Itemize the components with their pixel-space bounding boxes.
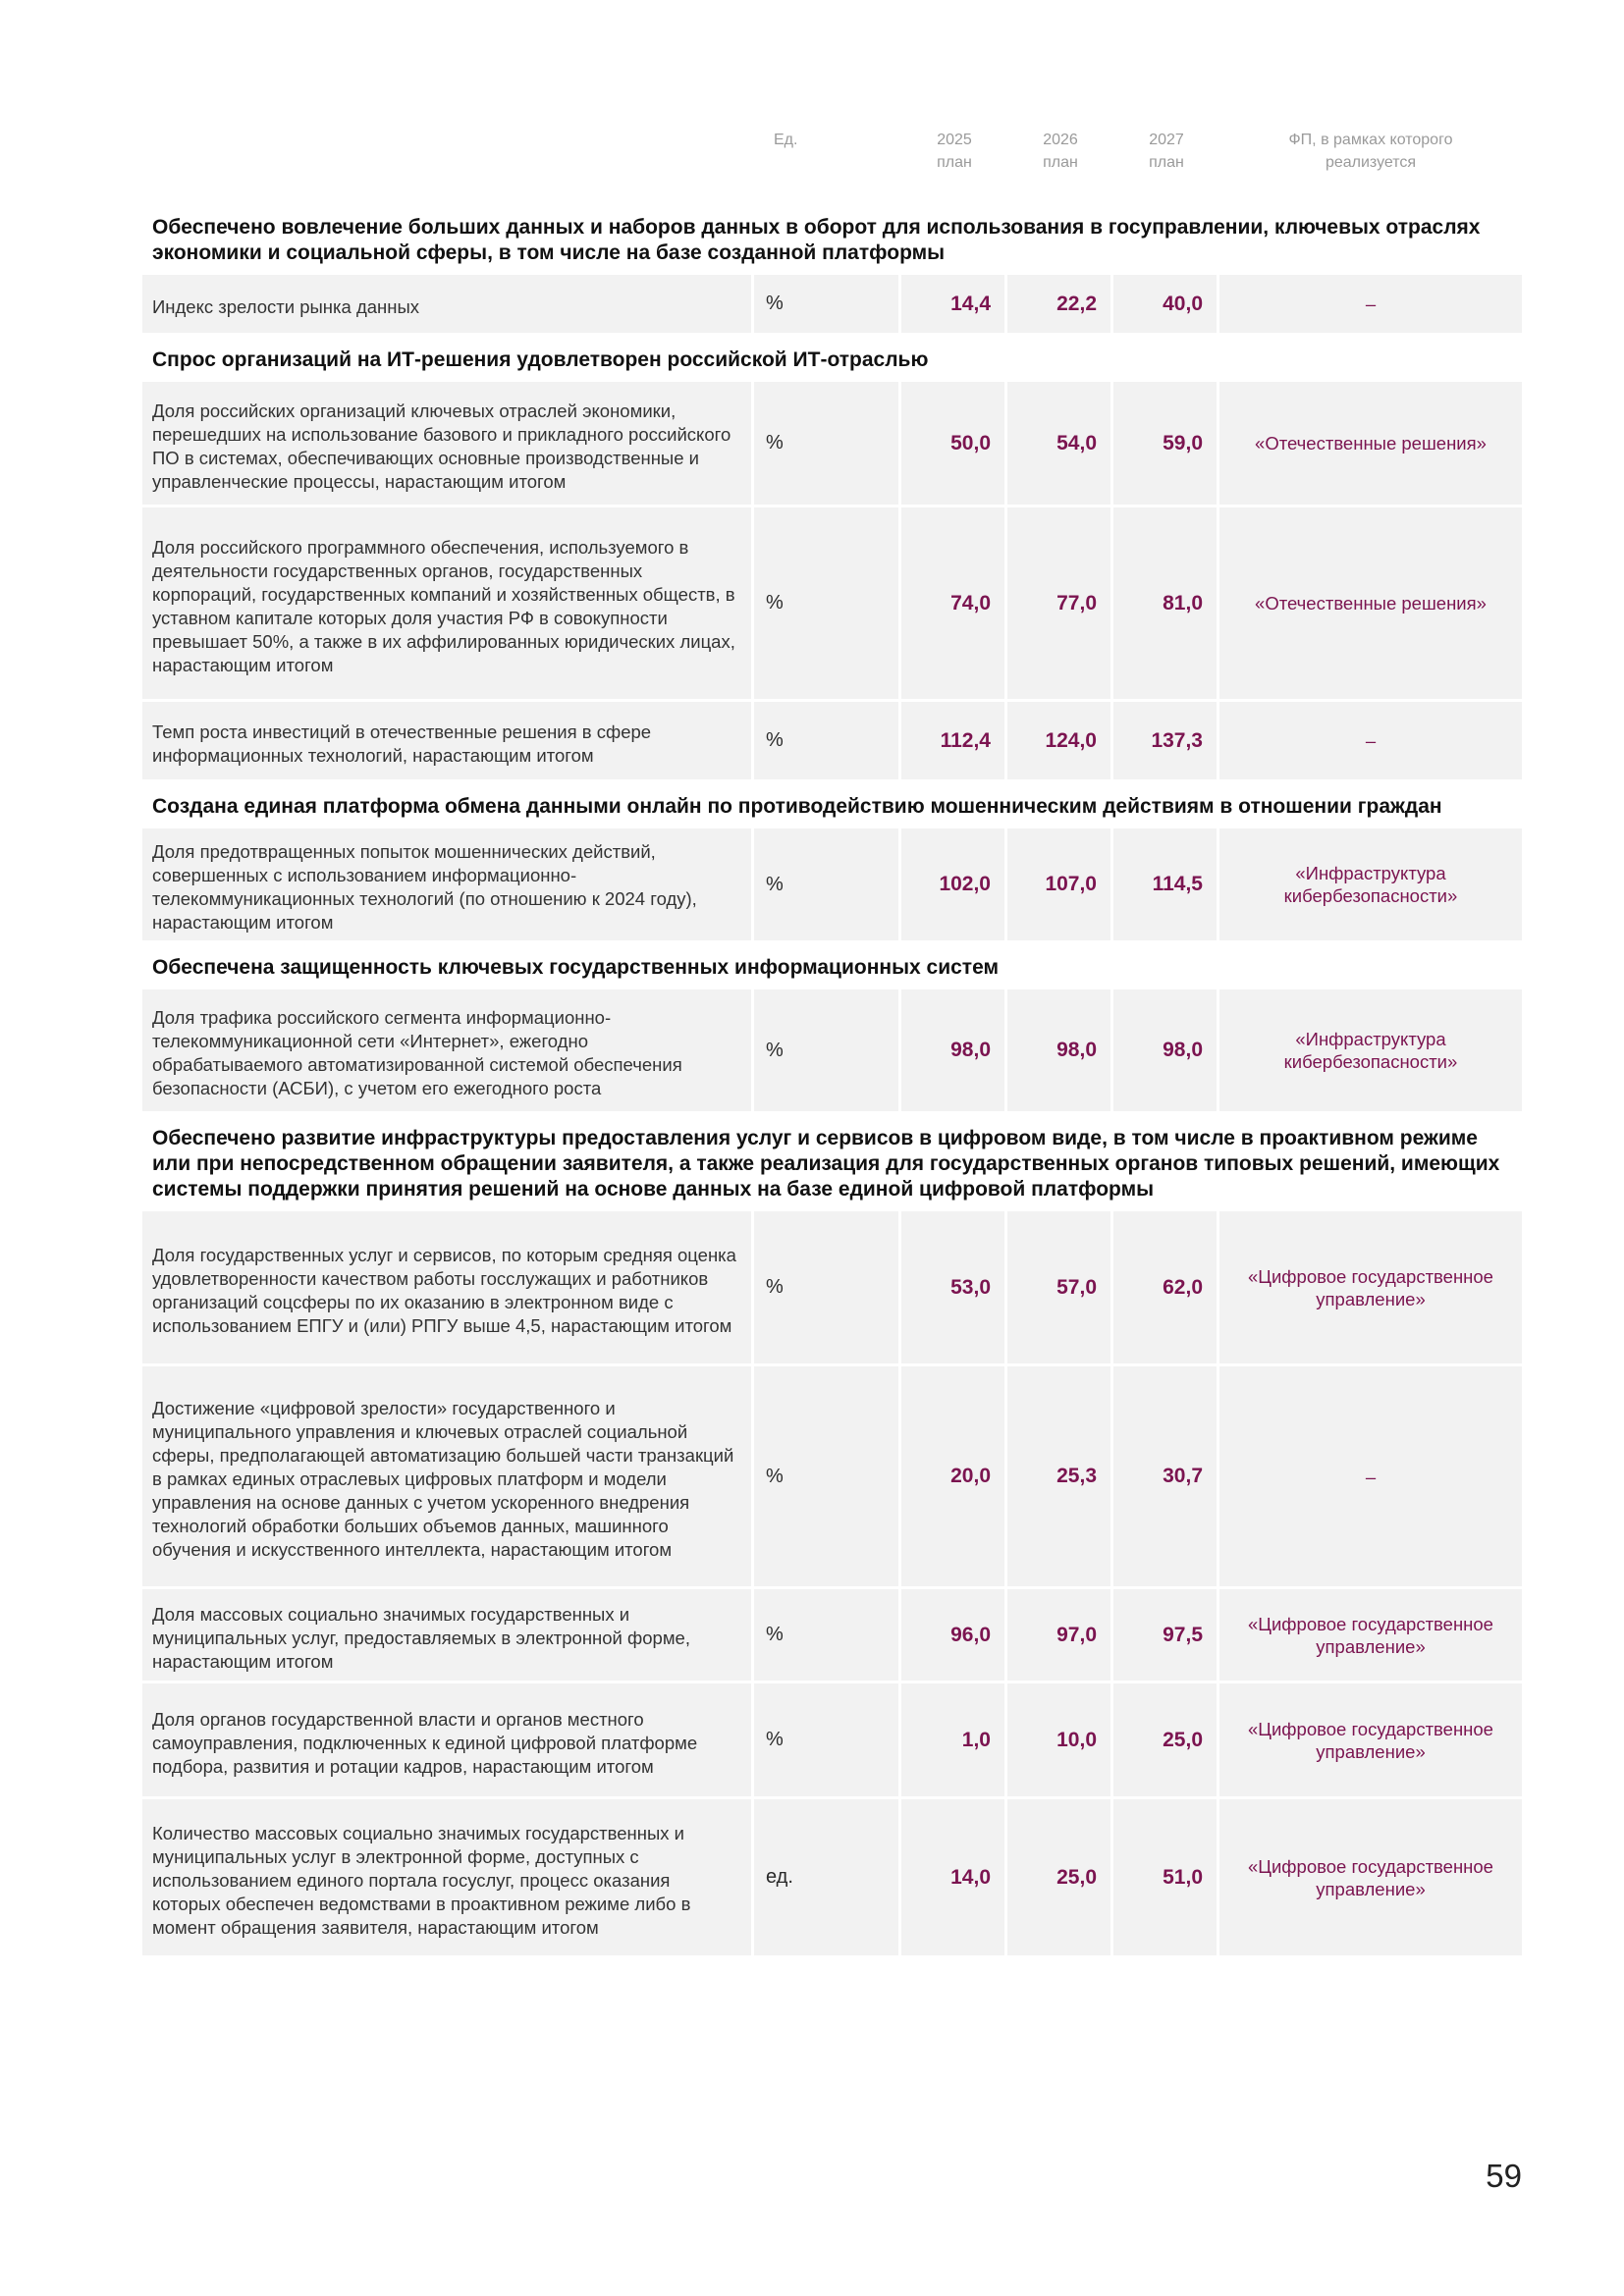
header-2026: 2026 план [1043, 132, 1078, 171]
indicator-name: Достижение «цифровой зрелости» государственного и муниципального управления и ключевых отраслей социальной сферы, предполагающей автоматизацию большей части транзакций в рамках единых отраслевых цифровых платформ и модели управления на основе данных с учетом ускоренного внедрения технологий обработки больших объемов данных, машинного обучения и искусственного интеллекта, нарастающим итогом [142, 1366, 754, 1589]
federal-project: «Отечественные решения» [1219, 507, 1522, 702]
unit-cell: % [754, 989, 901, 1114]
federal-project: «Цифровое государственное управление» [1219, 1799, 1522, 1958]
unit-cell: % [754, 1211, 901, 1366]
value-2027: 137,3 [1113, 702, 1219, 782]
value-2025: 20,0 [901, 1366, 1007, 1589]
indicator-name: Индекс зрелости рынка данных [142, 275, 754, 336]
value-2025: 74,0 [901, 507, 1007, 702]
section-heading: Создана единая платформа обмена данными онлайн по противодействию мошенническим действиям в отношении граждан [142, 782, 1522, 828]
value-2025: 112,4 [901, 702, 1007, 782]
table-row [142, 1366, 1522, 1589]
table-row [142, 382, 1522, 507]
indicator-name: Доля предотвращенных попыток мошеннических действий, совершенных с использованием информационно-телекоммуникационных технологий (по отношению к 2024 году), нарастающим итогом [142, 828, 754, 943]
unit-cell: % [754, 275, 901, 336]
value-2026: 77,0 [1007, 507, 1113, 702]
value-2026: 57,0 [1007, 1211, 1113, 1366]
indicator-name: Доля органов государственной власти и органов местного самоуправления, подключенных к единой цифровой платформе подбора, развития и ротации кадров, нарастающим итогом [142, 1683, 754, 1799]
value-2025: 14,4 [901, 275, 1007, 336]
value-2025: 50,0 [901, 382, 1007, 507]
table-row [142, 828, 1522, 943]
section-heading: Обеспечена защищенность ключевых государственных информационных систем [142, 943, 1522, 989]
indicator-name: Доля государственных услуг и сервисов, по которым средняя оценка удовлетворенности качеством работы госслужащих и работников организаций соцсферы по их оказанию в электронном виде с использованием ЕПГУ и (или) РПГУ выше 4,5, нарастающим итогом [142, 1211, 754, 1366]
value-2026: 54,0 [1007, 382, 1113, 507]
table-row [142, 1799, 1522, 1958]
value-2026: 22,2 [1007, 275, 1113, 336]
value-2027: 30,7 [1113, 1366, 1219, 1589]
table-row [142, 275, 1522, 336]
section-heading-row [142, 336, 1522, 382]
indicator-name: Доля российского программного обеспечения, используемого в деятельности государственных органов, государственных корпораций, государственных компаний и хозяйственных обществ, в уставном капитале которых доля участия РФ в совокупности превышает 50%, а также в их аффилированных юридических лицах, нарастающим итогом [142, 507, 754, 702]
value-2027: 59,0 [1113, 382, 1219, 507]
value-2027: 51,0 [1113, 1799, 1219, 1958]
table-row [142, 989, 1522, 1114]
unit-cell: % [754, 702, 901, 782]
section-heading-row [142, 1114, 1522, 1211]
header-2027: 2027 план [1149, 132, 1184, 171]
section-heading: Спрос организаций на ИТ-решения удовлетворен российской ИТ-отраслью [142, 336, 1522, 382]
unit-cell: % [754, 1683, 901, 1799]
value-2027: 97,5 [1113, 1589, 1219, 1683]
section-heading-row [142, 782, 1522, 828]
federal-project: «Цифровое государственное управление» [1219, 1211, 1522, 1366]
federal-project: «Цифровое государственное управление» [1219, 1683, 1522, 1799]
value-2026: 124,0 [1007, 702, 1113, 782]
federal-project: «Инфраструктура кибербезопасности» [1219, 989, 1522, 1114]
table-row [142, 1211, 1522, 1366]
federal-project: – [1219, 1366, 1522, 1589]
unit-cell: % [754, 1589, 901, 1683]
indicator-name: Количество массовых социально значимых государственных и муниципальных услуг в электронной форме, доступных с использованием единого портала госуслуг, процесс оказания которых обеспечен ведомствами в проактивном режиме либо в момент обращения заявителя, нарастающим итогом [142, 1799, 754, 1958]
table-row [142, 702, 1522, 782]
section-heading: Обеспечено развитие инфраструктуры предоставления услуг и сервисов в цифровом виде, в том числе в проактивном режиме или при непосредственном обращении заявителя, а также реализация для государственных органов типовых решений, имеющих системы поддержки принятия решений на основе данных на базе единой цифровой платформы [142, 1114, 1522, 1211]
page-number: 59 [1486, 2158, 1522, 2194]
value-2025: 98,0 [901, 989, 1007, 1114]
value-2026: 97,0 [1007, 1589, 1113, 1683]
value-2025: 102,0 [901, 828, 1007, 943]
value-2026: 10,0 [1007, 1683, 1113, 1799]
unit-cell: % [754, 1366, 901, 1589]
value-2026: 107,0 [1007, 828, 1113, 943]
unit-cell: ед. [754, 1799, 901, 1958]
indicator-name: Темп роста инвестиций в отечественные решения в сфере информационных технологий, нарастающим итогом [142, 702, 754, 782]
table-header [142, 123, 1522, 203]
federal-project: – [1219, 702, 1522, 782]
value-2027: 25,0 [1113, 1683, 1219, 1799]
unit-cell: % [754, 507, 901, 702]
value-2026: 98,0 [1007, 989, 1113, 1114]
value-2026: 25,0 [1007, 1799, 1113, 1958]
table-row [142, 1589, 1522, 1683]
header-fp: ФП, в рамках которого реализуется [1288, 132, 1453, 171]
value-2025: 14,0 [901, 1799, 1007, 1958]
federal-project: – [1219, 275, 1522, 336]
table-body [142, 203, 1522, 1958]
unit-cell: % [754, 382, 901, 507]
section-heading: Обеспечено вовлечение больших данных и наборов данных в оборот для использования в госуправлении, ключевых отраслях экономики и социальной сферы, в том числе на базе созданной платформы [142, 203, 1522, 275]
federal-project: «Отечественные решения» [1219, 382, 1522, 507]
indicator-name: Доля массовых социально значимых государственных и муниципальных услуг, предоставляемых в электронной форме, нарастающим итогом [142, 1589, 754, 1683]
header-name-empty [142, 123, 754, 203]
unit-cell: % [754, 828, 901, 943]
header-2025: 2025 план [937, 132, 972, 171]
value-2027: 81,0 [1113, 507, 1219, 702]
value-2025: 53,0 [901, 1211, 1007, 1366]
value-2027: 40,0 [1113, 275, 1219, 336]
indicator-name: Доля российских организаций ключевых отраслей экономики, перешедших на использование базового и прикладного российского ПО в системах, обеспечивающих основные производственные и управленческие процессы, нарастающим итогом [142, 382, 754, 507]
indicator-name: Доля трафика российского сегмента информационно-телекоммуникационной сети «Интернет», ежегодно обрабатываемого автоматизированной системой обеспечения безопасности (АСБИ), с учетом его ежегодного роста [142, 989, 754, 1114]
table-row [142, 507, 1522, 702]
value-2026: 25,3 [1007, 1366, 1113, 1589]
indicators-table [142, 123, 1522, 1958]
federal-project: «Инфраструктура кибербезопасности» [1219, 828, 1522, 943]
section-heading-row [142, 943, 1522, 989]
value-2027: 98,0 [1113, 989, 1219, 1114]
section-heading-row [142, 203, 1522, 275]
value-2025: 96,0 [901, 1589, 1007, 1683]
header-unit: Ед. [774, 132, 798, 148]
value-2027: 62,0 [1113, 1211, 1219, 1366]
value-2027: 114,5 [1113, 828, 1219, 943]
value-2025: 1,0 [901, 1683, 1007, 1799]
federal-project: «Цифровое государственное управление» [1219, 1589, 1522, 1683]
table-row [142, 1683, 1522, 1799]
